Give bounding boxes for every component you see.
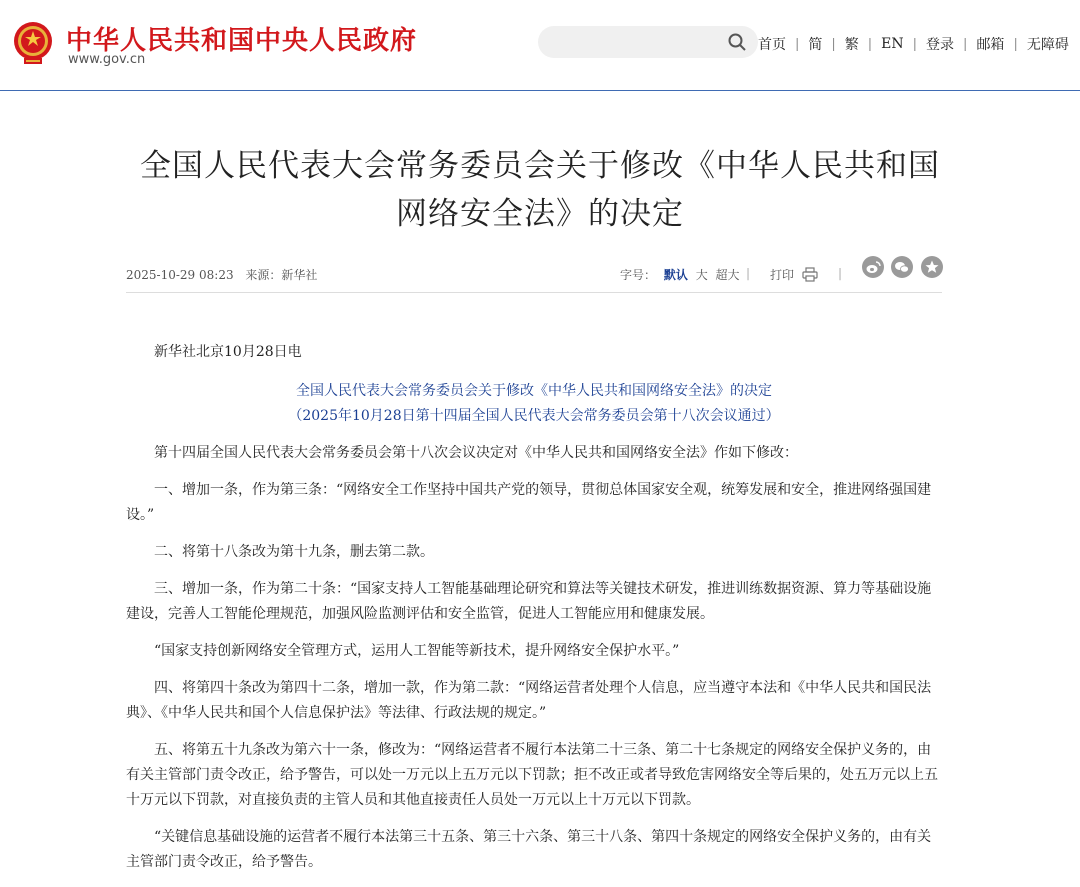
article-source: 来源：新华社 [245, 268, 318, 282]
wechat-icon [894, 259, 910, 275]
wechat-share-button[interactable] [891, 256, 913, 278]
site-title[interactable]: 中华人民共和国中央人民政府 [66, 26, 418, 56]
favorite-share-button[interactable] [921, 256, 943, 278]
font-size-default[interactable]: 默认 [663, 268, 688, 282]
font-size-xlarge[interactable]: 超大 [715, 268, 740, 282]
article-title-line: 全国人民代表大会常务委员会关于修改《中华人民共和国 [140, 148, 940, 184]
nav-english[interactable]: EN [881, 36, 904, 52]
article-meta [126, 262, 942, 293]
paragraph: 二、将第十八条改为第十九条，删去第二款。 [154, 544, 434, 560]
nav-traditional[interactable]: 繁 [844, 37, 859, 53]
paragraph: 四、将第四十条改为第四十二条，增加一款，作为第二款：“网络运营者处理个人信息，应当遵守本法和《中华人民共和国民法典》、《中华人民共和国个人信息保护法》等法律、行政法规的规定。” [126, 680, 932, 721]
weibo-share-button[interactable] [862, 256, 884, 278]
nav-accessibility[interactable]: 无障碍 [1026, 37, 1069, 53]
paragraph: “国家支持创新网络安全管理方式，运用人工智能等新技术，提升网络安全保护水平。” [154, 643, 680, 659]
paragraph: “关键信息基础设施的运营者不履行本法第三十五条、第三十六条、第三十八条、第四十条规定的网络安全保护义务的，由有关主管部门责令改正，给予警告。 [126, 829, 932, 870]
search-input[interactable] [538, 26, 758, 58]
font-size-large[interactable]: 大 [695, 268, 708, 282]
font-size-label: 字号： [620, 268, 657, 282]
nav-separator: | [912, 36, 918, 52]
publish-datetime: 2025-10-29 08:23 [126, 268, 234, 282]
article-title [100, 142, 980, 238]
top-nav [752, 34, 1075, 54]
site-url[interactable]: www.gov.cn [68, 52, 146, 67]
nav-simplified[interactable]: 简 [808, 37, 823, 53]
nav-login[interactable]: 登录 [926, 37, 955, 53]
nav-separator: | [1013, 36, 1018, 52]
meta-separator: | [746, 266, 751, 280]
nav-separator: | [963, 36, 968, 52]
favorite-icon [924, 259, 940, 275]
font-size-control [620, 266, 740, 283]
dateline: 新华社北京10月28日电 [154, 344, 302, 360]
paragraph: 一、增加一条，作为第三条：“网络安全工作坚持中国共产党的领导，贯彻总体国家安全观，统筹发展和安全，推进网络强国建设。” [126, 482, 932, 523]
meta-separator: | [838, 266, 843, 280]
nav-separator: | [831, 36, 836, 52]
nav-mail[interactable]: 邮箱 [976, 37, 1005, 53]
weibo-icon [865, 259, 881, 275]
article-title-line: 网络安全法》的决定 [396, 196, 684, 232]
article-body [126, 340, 942, 887]
printer-icon [802, 267, 818, 282]
paragraph: 第十四届全国人民代表大会常务委员会第十八次会议决定对《中华人民共和国网络安全法》作如下修改： [154, 445, 798, 461]
search-icon[interactable] [728, 33, 746, 51]
nav-separator: | [867, 36, 873, 52]
print-label: 打印 [770, 268, 795, 282]
paragraph: 五、将第五十九条改为第六十一条，修改为：“网络运营者不履行本法第二十三条、第二十七条规定的网络安全保护义务的，由有关主管部门责令改正，给予警告，可以处一万元以上五万元以下罚款；拒不改正或者导致危害网络安全等后果的，处五万元以上五十万元以下罚款，对直接负责的主管人员和其他直接责任人员处一万元以上十万元以下罚款。 [126, 742, 938, 808]
paragraph: 三、增加一条，作为第二十条：“国家支持人工智能基础理论研究和算法等关键技术研发，推进训练数据资源、算力等基础设施建设，完善人工智能伦理规范，加强风险监测评估和安全监管，促进人工智能应用和健康发展。 [126, 581, 932, 622]
decision-title: 全国人民代表大会常务委员会关于修改《中华人民共和国网络安全法》的决定 [296, 383, 772, 399]
site-header [0, 0, 1080, 91]
meta-info [126, 266, 325, 283]
nav-separator: | [795, 36, 800, 52]
print-button[interactable] [770, 266, 818, 283]
national-emblem-icon[interactable] [12, 20, 54, 66]
nav-home[interactable]: 首页 [758, 37, 786, 53]
decision-subtitle: （2025年10月28日第十四届全国人民代表大会常务委员会第十八次会议通过） [288, 408, 780, 424]
